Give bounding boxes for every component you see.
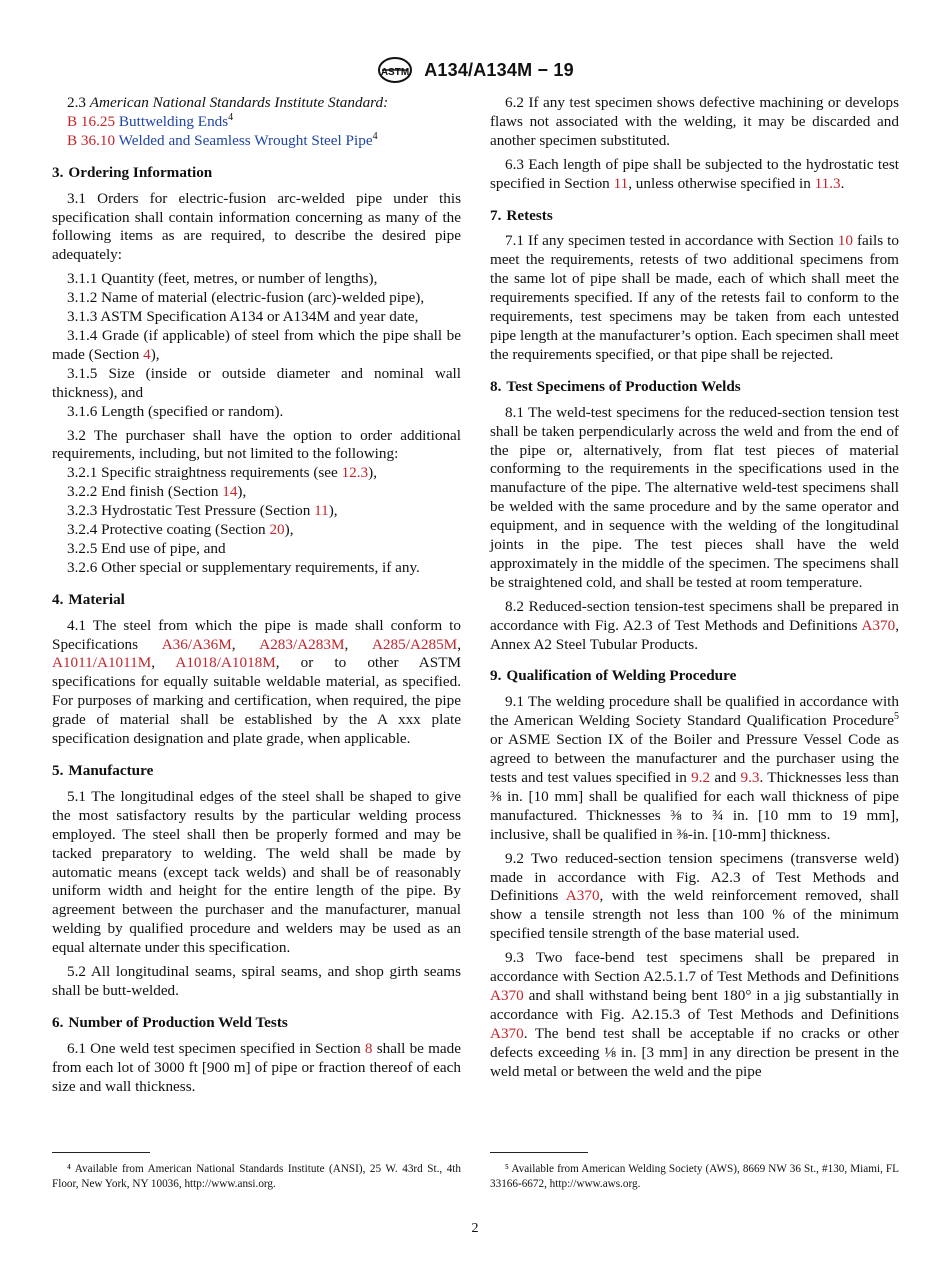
paragraph-3-2: 3.2 The purchaser shall have the option to order additional requirements, including, but not limited to the following:	[52, 426, 461, 463]
link-11-3[interactable]: 11.3	[814, 174, 841, 192]
section-5-heading: 5. Manufacture	[52, 762, 154, 779]
link-a1011[interactable]: A1011/A1011M	[52, 654, 152, 672]
paragraph-9-1: 9.1 The welding procedure shall be qualified in accordance with the American Welding Society Standard Qualification Procedure$^5$ or ASME Section IX of the Boiler and Pressure Vessel Code as agreed to between the manufacturer and the purchaser using the tests and test values specified in 9.2 and 9.3. Thicknesses less than ⅜ in. [10 mm] shall be qualified for each wall thickness of pipe manufactured. Thicknesses ⅜ to ¾ in. [10 mm to 19 mm], inclusive, shall be qualified in ⅜-in. [10-mm] thickness.	[490, 693, 899, 843]
item-3-2-2: 3.2.2 End finish (Section 14),	[67, 483, 247, 501]
paragraph-2-3: 2.3 American National Standards Institute Standard:	[67, 94, 389, 111]
link-a370[interactable]: A370	[861, 616, 896, 634]
item-3-2-6: 3.2.6 Other special or supplementary requirements, if any.	[67, 558, 420, 576]
document-title: A134/A134M − 19	[424, 59, 574, 80]
link-9-2[interactable]: 9.2	[691, 769, 711, 786]
paragraph-6-3: 6.3 Each length of pipe shall be subjected to the hydrostatic test specified in Section 11, unless otherwise specified in 11.3.	[490, 155, 899, 192]
item-3-1-5: 3.1.5 Size (inside or outside diameter and nominal wall thickness), and	[52, 364, 461, 401]
paragraph-9-2: 9.2 Two reduced-section tension specimens (transverse weld) made in accordance with Fig. A2.3 of Test Methods and Definitions A370, with the weld reinforcement removed, shall show a tensile strength not less than 100 % of the minimum specified tensile strength of the base material used.	[490, 849, 899, 943]
paragraph-9-3: 9.3 Two face-bend test specimens shall be prepared in accordance with Section A2.5.1.7 of Test Methods and Definitions A370 and shall withstand being bent 180° in a jig substantially in accordance with Fig. A2.15.3 of Test Methods and Definitions A370. The bend test shall be acceptable if no cracks or other defects exceeding ⅛ in. [3 mm] in any direction be present in the weld metal or between the weld and the pipe	[490, 949, 899, 1080]
paragraph-7-1: 7.1 If any specimen tested in accordance with Section 10 fails to meet the requirements, retests of two additional specimens from the same lot of pipe shall be made, each of which shall meet the requirements specified. If any of the retests fail to conform to the requirements, test specimens may be taken from each untested pipe length at the manufacturer’s option. Each specimen shall meet the requirements specified, or that pipe shall be rejected.	[490, 232, 899, 363]
section-8-heading: 8. Test Specimens of Production Welds	[490, 377, 741, 395]
link-a370[interactable]: A370	[490, 986, 524, 1004]
item-3-1-3: 3.1.3 ASTM Specification A134 or A134M and year date,	[67, 308, 419, 326]
paragraph-6-1: 6.1 One weld test specimen specified in Section 8 shall be made from each lot of 3000 ft [900 m] of pipe or fraction thereof of each size and wall thickness.	[52, 1039, 461, 1095]
footnote-rule-left	[52, 1152, 150, 1153]
link-a283[interactable]: A283/A283M	[259, 635, 345, 653]
link-a36[interactable]: A36/A36M	[161, 635, 232, 653]
section-6-heading: 6. Number of Production Weld Tests	[52, 1013, 288, 1031]
paragraph-5-2: 5.2 All longitudinal seams, spiral seams, and shop girth seams shall be butt-welded.	[52, 963, 461, 999]
item-3-2-3: 3.2.3 Hydrostatic Test Pressure (Section 11),	[67, 502, 338, 520]
link-section-10[interactable]: 10	[837, 232, 853, 250]
paragraph-8-2: 8.2 Reduced-section tension-test specimens shall be prepared in accordance with Fig. A2.3 of Test Methods and Definitions A370, Annex A2 Steel Tubular Products.	[490, 597, 899, 653]
footnote-5: ⁵ Available from American Welding Society (AWS), 8669 NW 36 St., #130, Miami, FL 33166-6672, http://www.aws.org.	[490, 1163, 899, 1190]
link-12-3[interactable]: 12.3	[341, 464, 369, 482]
link-section-4[interactable]: 4	[143, 345, 151, 363]
link-section-11[interactable]: 11	[613, 174, 629, 192]
item-3-1-4: 3.1.4 Grade (if applicable) of steel from which the pipe shall be made (Section 4),	[52, 326, 461, 363]
link-section-11[interactable]: 11	[314, 502, 329, 520]
item-3-2-5: 3.2.5 End use of pipe, and	[67, 539, 226, 557]
paragraph-5-1: 5.1 The longitudinal edges of the steel shall be shaped to give the most satisfactory results by the particular welding process employed. The steel shall then be properly formed and may be tacked preparatory to welding. The weld shall be made by automatic means (except tack welds) and shall be of reasonably uniform width and height for the entire length of the pipe. By agreement between the purchaser and the manufacturer, manual welding by qualified procedure and welders may be used as an equal alternate under this specification.	[52, 787, 461, 957]
link-section-14[interactable]: 14	[222, 483, 238, 501]
link-section-8[interactable]: 8	[364, 1039, 373, 1057]
link-section-20[interactable]: 20	[269, 521, 285, 539]
paragraph-3-1: 3.1 Orders for electric-fusion arc-welded pipe under this specification shall contain information concerning as many of the following items as are required, to describe the desired pipe adequately:	[52, 189, 461, 264]
section-3-heading: 3. Ordering Information	[52, 163, 213, 181]
reference-b36-10[interactable]: B 36.10 Welded and Seamless Wrought Steel Pipe$^4$	[67, 130, 378, 149]
page-number: 2	[471, 1221, 479, 1236]
section-7-heading: 7. Retests	[490, 206, 553, 224]
section-9-heading: 9. Qualification of Welding Procedure	[490, 667, 737, 685]
svg-text:ASTM: ASTM	[381, 67, 410, 78]
item-3-1-6: 3.1.6 Length (specified or random).	[67, 402, 284, 420]
page-header	[0, 56, 950, 86]
left-column	[52, 94, 461, 1102]
link-a285[interactable]: A285/A285M	[371, 635, 458, 653]
section-4-heading: 4. Material	[52, 590, 125, 608]
link-a370[interactable]: A370	[490, 1024, 524, 1042]
paragraph-8-1: 8.1 The weld-test specimens for the reduced-section tension test shall be taken perpendicularly across the weld and from the end of the pipe or, alternatively, from flat test pieces of material conforming to the requirements in the specifications used in the manufacture of the pipe. The alternative weld-test specimens shall be welded with the same procedure and by the same operator and equipment, and in sequence with the welding of the longitudinal joints in the pipe. The test pieces shall have the weld approximately in the middle of the specimen. The specimens shall be straightened cold, and shall be tested at room temperature.	[490, 403, 899, 591]
reference-b16-25[interactable]: B 16.25 Buttwelding Ends$^4$	[67, 111, 234, 130]
item-3-1-1: 3.1.1 Quantity (feet, metres, or number of lengths),	[67, 270, 378, 288]
astm-logo-icon	[376, 56, 414, 84]
right-column	[490, 94, 899, 1087]
footnote-4: ⁴ Available from American National Standards Institute (ANSI), 25 W. 43rd St., 4th Floor, New York, NY 10036, http://www.ansi.org.	[52, 1163, 461, 1190]
link-a1018[interactable]: A1018/A1018M	[175, 654, 276, 672]
paragraph-6-2: 6.2 If any test specimen shows defective machining or develops flaws not associated with the welding, it may be discarded and another specimen substituted.	[490, 94, 899, 149]
paragraph-4-1: 4.1 The steel from which the pipe is made shall conform to Specifications A36/A36M, A283/A283M, A285/A285M, A1011/A1011M, A1018/A1018M, or to other ASTM specifications for equally suitable weldable material, as specified. For purposes of marking and certification, when required, the pipe grade of material shall be established by the A xxx plate specification designation and plate grade, when applicable.	[52, 616, 461, 748]
link-a370[interactable]: A370	[565, 887, 600, 905]
item-3-2-4: 3.2.4 Protective coating (Section 20),	[67, 521, 294, 539]
item-3-1-2: 3.1.2 Name of material (electric-fusion (arc)-welded pipe),	[67, 289, 425, 307]
footnote-rule-right	[490, 1152, 588, 1153]
item-3-2-1: 3.2.1 Specific straightness requirements (see 12.3),	[67, 464, 377, 482]
link-9-3[interactable]: 9.3	[740, 769, 760, 786]
